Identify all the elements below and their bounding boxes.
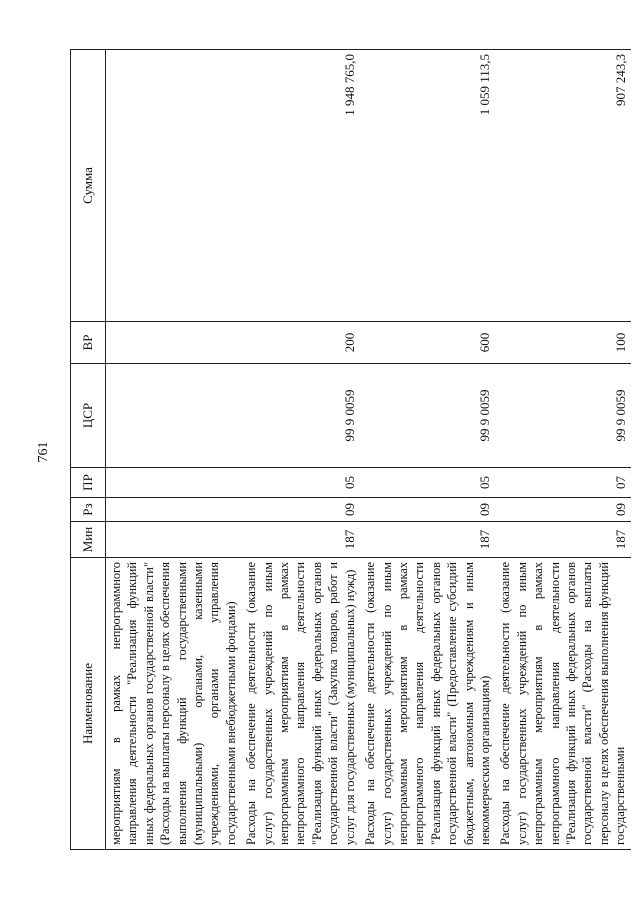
row-csr: 99 9 0059 (241, 364, 360, 468)
header-csr: ЦСР (71, 364, 106, 468)
table-header-row (71, 50, 106, 850)
row-rz: 09 (241, 498, 360, 522)
header-min: Мин (71, 522, 106, 558)
row-sum: 907 243,3 (495, 50, 630, 322)
row-csr: 99 9 0059 (495, 364, 630, 468)
header-pr: ПР (71, 468, 106, 498)
header-rz: Рз (71, 498, 106, 522)
row-sum (106, 50, 242, 322)
table-row (241, 50, 360, 850)
row-rz: 09 (495, 498, 630, 522)
row-pr: 07 (495, 468, 630, 498)
row-csr: 99 9 0059 (360, 364, 495, 468)
table-row (495, 50, 630, 850)
row-pr: 05 (360, 468, 495, 498)
header-vr: ВР (71, 322, 106, 364)
row-min: 187 (241, 522, 360, 558)
row-csr (106, 364, 242, 468)
page-number: 761 (36, 441, 51, 463)
row-name: Расходы на обеспечение деятельности (оказание услуг) государственных учреждений по иным непрограммным мероприятиям в рамках непрограммного направления деятельности "Реализация функций иных федеральных органов государственной власти" (Расходы на выплаты персоналу в целях обеспечения выполнения функций государственными (495, 558, 630, 850)
row-sum: 1 059 113,5 (360, 50, 495, 322)
row-rz: 09 (360, 498, 495, 522)
row-name: мероприятиям в рамках непрограммного направления деятельности "Реализация функций иных федеральных органов государственной власти" (Расходы на выплаты персоналу в целях обеспечения выполнения функций государственными (муниципальными) органами, казенными учреждениями, органами управления государственными внебюджетными фондами) (106, 558, 242, 850)
row-min: 187 (360, 522, 495, 558)
budget-table (70, 49, 631, 850)
row-name: Расходы на обеспечение деятельности (оказание услуг) государственных учреждений по иным непрограммным мероприятиям в рамках непрограммного направления деятельности "Реализация функций иных федеральных органов государственной власти" (Закупка товаров, работ и услуг для государственных (муниципальных) нужд) (241, 558, 360, 850)
table-row (106, 50, 242, 850)
row-sum: 1 948 765,0 (241, 50, 360, 322)
row-pr: 05 (241, 468, 360, 498)
row-vr: 600 (360, 322, 495, 364)
row-vr: 100 (495, 322, 630, 364)
row-rz (106, 498, 242, 522)
row-min (106, 522, 242, 558)
row-min: 187 (495, 522, 630, 558)
header-sum: Сумма (71, 50, 106, 322)
row-pr (106, 468, 242, 498)
header-name: Наименование (71, 558, 106, 850)
row-vr (106, 322, 242, 364)
table-row (360, 50, 495, 850)
budget-table-rotated (70, 50, 630, 850)
row-vr: 200 (241, 322, 360, 364)
row-name: Расходы на обеспечение деятельности (оказание услуг) государственных учреждений по иным непрограммным мероприятиям в рамках непрограммного направления деятельности "Реализация функций иных федеральных органов государственной власти" (Предоставление субсидий бюджетным, автономным учреждениям и иным некоммерческим организациям) (360, 558, 495, 850)
